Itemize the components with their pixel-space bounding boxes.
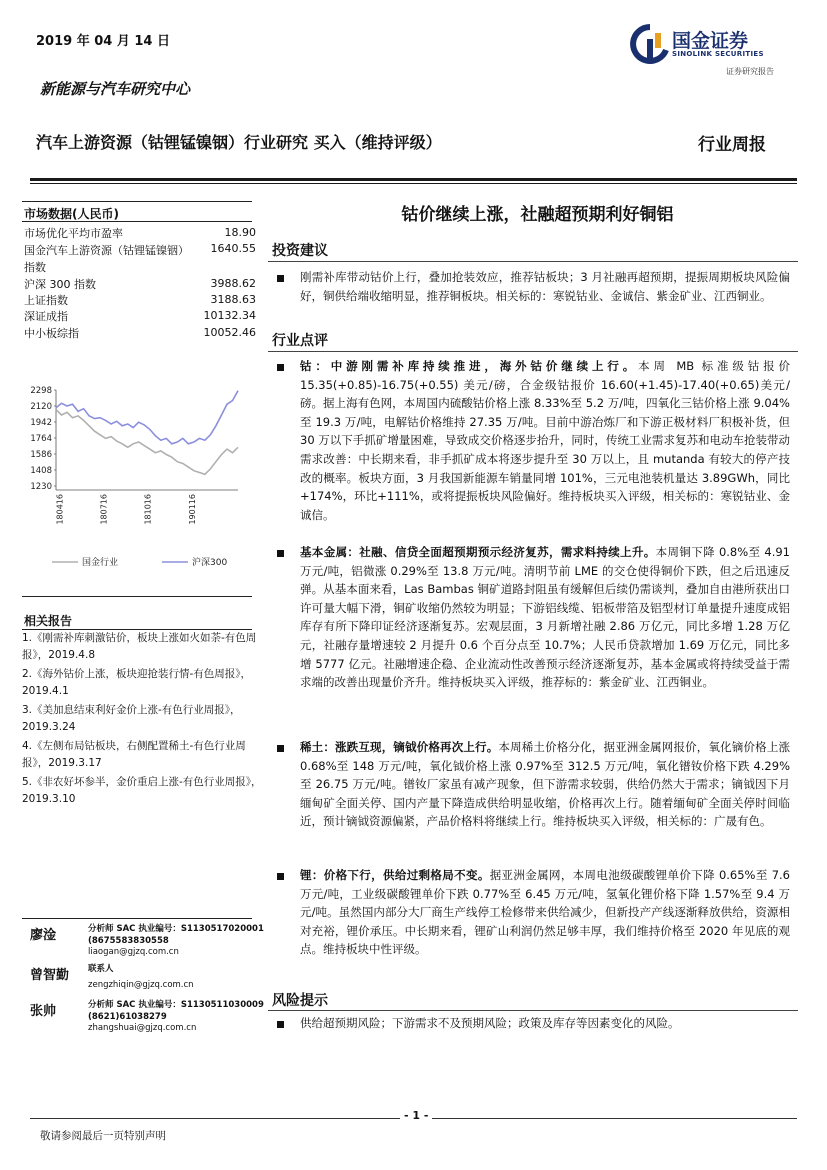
analyst-phone: (8675583830558 <box>88 935 169 946</box>
y-tick-label: 1408 <box>30 466 52 476</box>
market-value: 3988.62 <box>210 277 256 290</box>
bullet-icon <box>277 873 284 880</box>
line-chart <box>22 382 252 572</box>
analyst-role: 联系人 <box>88 964 114 974</box>
cobalt-text: 本周 MB 标准级钴报价 15.35(+0.85)-16.75(+0.55) 美元/磅，合金级钴报价 16.60(+1.45)-17.40(+0.65)美元/磅。据上海有色网，本周国内硫酸钴价格上涨 8.33%至 5.2 万/吨，四氧化三钴价格上涨 9.04%至 19.3 万/吨，电解钴价格维持 27.35 万/吨。目前中游冶炼厂和下游正极材料厂积极补货，但 30 万以下手抓矿增量困难，导致成交价格逐步抬升，同时，传统工业需求复苏和电动车抢装带动需求改善：中长期来看，非手抓矿成本将逐步提升至 30 万以上，且 mutanda 有较大的停产技改的概率。板块方面，3 月我国新能源车销量同增 101%，三元电池装机量达 3.89GWh，同比+174%，环比+111%，或将提振板块风险偏好。维持板块买入评级，相关标的：寒锐钴业、金诚信。 <box>300 359 791 522</box>
market-row <box>24 326 256 342</box>
rare-earth-paragraph <box>300 738 790 831</box>
market-data-title: 市场数据(人民币) <box>24 207 119 221</box>
analyst-card <box>22 1000 292 1040</box>
analyst-info <box>88 924 264 959</box>
section-heading-review: 行业点评 <box>272 333 328 349</box>
base-metal-text: 本周铜下降 0.8%至 4.91 万元/吨，铝微涨 0.29%至 13.8 万元/吨。清明节前 LME 的交仓使得铜价下跌，但之后迅速反弹。从基本面来看，Las Bambas 铜矿道路封阻虽有缓解但后续仍需谈判，叠加自由港所获出口许可量大幅下滑，铜矿收缩仍然较为明显；下游铝线缆、铝板带箔及铝型材订单量提升速度成铝库存有所下降印证经济逐渐复苏。宏观层面，3 月新增社融 2.86 万亿元，同比多增 1.28 万亿元，社融存量增速较 2 月提升 0.6 个百分点至 10.7%；人民币贷款增加 1.69 万亿元，同比多增 5777 亿元。社融增速企稳、企业流动性改善预示经济逐渐复苏，基本金属或将持续受益于需求端的改善出现量价齐升。维持板块买入评级，推荐标的：紫金矿业、江西铜业。 <box>300 545 791 690</box>
analyst-card <box>22 964 292 994</box>
market-row <box>24 293 256 309</box>
base-metal-heading: 基本金属：社融、信贷全面超预期预示经济复苏，需求料持续上升。 <box>300 545 656 559</box>
related-report-link[interactable]: 1.《刚需补库刺激钴价，板块上涨如火如荼-有色周报》，2019.4.8 <box>22 632 257 661</box>
rare-earth-text: 本周稀土价格分化，据亚洲金属网报价，氧化镝价格上涨 0.68%至 148 万元/吨，氧化钺价格上涨 0.97%至 312.5 万元/吨，氧化镨钕价格下跌 4.29%至 26.75 万元/吨。镨钕厂家虽有减产现象，但下游需求较弱，供给仍然大于需求；镝钺因下月缅甸矿全面关停、国内产量下降造成供给明显收缩，价格再次上行。随着缅甸矿全面关停时间临近，预计镝钺资源偏紧，产品价格料将继续上行。维持板块买入评级，相关标的：广晟有色。 <box>300 740 791 829</box>
analyst-email[interactable]: zhangshuai@gjzq.com.cn <box>88 1023 197 1033</box>
section-heading-invest: 投资建议 <box>272 243 328 259</box>
base-metal-paragraph <box>300 543 790 692</box>
analyst-email[interactable]: liaogan@gjzq.com.cn <box>88 947 179 957</box>
analyst-name: 曾智勤 <box>30 968 70 983</box>
legend-label: 国金行业 <box>82 558 119 568</box>
x-tick-label: 190116 <box>187 494 197 525</box>
y-tick-label: 1764 <box>30 434 52 444</box>
x-tick-label: 180716 <box>99 494 109 525</box>
market-row <box>24 309 256 325</box>
index-chart <box>22 382 252 572</box>
related-report-link[interactable]: 4.《左侧布局钴板块，右侧配置稀土-有色行业周报》，2019.3.17 <box>22 740 246 769</box>
related-reports-title: 相关报告 <box>24 614 73 628</box>
analyst-name: 廖淦 <box>30 928 57 943</box>
market-row <box>24 226 256 242</box>
sinolink-logo-icon <box>630 24 670 66</box>
page-number: - 1 - <box>400 1109 432 1122</box>
sidebar-divider <box>22 201 252 202</box>
cobalt-heading: 钴：中游刚需补库持续推进，海外钴价继续上行。 <box>300 359 639 373</box>
analyst-sac: 分析师 SAC 执业编号：S1130517020001 <box>88 924 264 934</box>
invest-paragraph: 刚需补库带动钴价上行，叠加抢装效应，推荐钴板块；3 月社融再超预期，提振周期板块风险偏好，铜供给端收缩明显，推荐铜板块。相关标的：寒锐钴业、金诚信、紫金矿业、江西铜业。 <box>300 270 790 303</box>
section-divider <box>268 261 798 262</box>
disclaimer-note: 敬请参阅最后一页特别声明 <box>40 1130 166 1142</box>
logo <box>630 24 800 84</box>
x-tick-label: 181016 <box>143 494 153 525</box>
report-type: 行业周报 <box>698 135 766 155</box>
analyst-sac: 分析师 SAC 执业编号：S1130511030009 <box>88 1000 264 1010</box>
market-label: 沪深 300 指数 <box>24 278 96 291</box>
analyst-email[interactable]: zengzhiqin@gjzq.com.cn <box>88 979 194 990</box>
sidebar-divider <box>22 221 252 222</box>
series-line <box>56 391 238 444</box>
market-value: 3188.63 <box>210 293 256 306</box>
y-tick-label: 2120 <box>30 402 52 412</box>
sidebar-divider <box>22 596 252 597</box>
market-row <box>24 277 256 293</box>
rare-earth-heading: 稀土：涨跌互现，镝钺价格再次上行。 <box>300 740 499 754</box>
y-tick-label: 1586 <box>30 450 52 460</box>
market-value: 18.90 <box>224 226 256 239</box>
bullet-icon <box>277 275 284 282</box>
cobalt-paragraph <box>300 357 790 524</box>
market-label: 中小板综指 <box>24 327 79 340</box>
series-line <box>56 410 238 475</box>
bullet-icon <box>277 550 284 557</box>
lithium-text: 据亚洲金属网，本周电池级碳酸锂单价下降 0.65%至 7.6 万元/吨，工业级碳酸锂单价下跌 0.77%至 6.45 万元/吨，氢氧化锂价格下降 1.57%至 9.4 万元/吨。虽然国内部分大厂商生产线停工检修带来供给减少，但新投产产线逐渐释放供给，资源相对充裕，锂价承压。中长期来看，锂矿山利润仍然足够丰厚，我们维持价格至 2020 年见底的观点。维持板块中性评级。 <box>300 868 790 957</box>
header-divider-thin <box>30 183 797 184</box>
y-tick-label: 1230 <box>30 482 52 492</box>
market-row <box>24 242 256 274</box>
sidebar-divider <box>22 918 252 919</box>
y-tick-label: 1942 <box>30 418 52 428</box>
market-label: 上证指数 <box>24 294 68 307</box>
report-title: 汽车上游资源（钴锂锰镍铟）行业研究 买入（维持评级） <box>36 133 442 152</box>
risk-paragraph: 供给超预期风险；下游需求不及预期风险；政策及库存等因素变化的风险。 <box>300 1016 680 1030</box>
report-date: 2019 年 04 月 14 日 <box>36 34 170 49</box>
section-heading-risk: 风险提示 <box>272 993 328 1009</box>
related-report-link[interactable]: 5.《非农好坏参半，金价重启上涨-有色行业周报》，2019.3.10 <box>22 776 262 805</box>
analyst-info <box>88 1000 264 1035</box>
market-value: 10132.34 <box>203 309 256 322</box>
analyst-info <box>88 964 194 991</box>
analyst-name: 张帅 <box>30 1004 57 1019</box>
related-report-link[interactable]: 2.《海外钴价上涨，板块迎抢装行情-有色周报》，2019.4.1 <box>22 668 252 697</box>
research-center: 新能源与汽车研究中心 <box>40 80 191 98</box>
legend-label: 沪深300 <box>192 558 228 568</box>
main-headline: 钴价继续上涨，社融超预期利好铜铝 <box>401 205 674 225</box>
analyst-card <box>22 924 292 964</box>
section-divider <box>268 351 798 352</box>
market-label: 国金汽车上游资源（钴锂锰镍铟）指数 <box>24 244 184 274</box>
market-value: 1640.55 <box>210 242 256 255</box>
x-tick-label: 180416 <box>55 494 65 525</box>
logo-english-text: SINOLINK SECURITIES <box>672 50 764 58</box>
y-tick-label: 2298 <box>30 386 52 396</box>
lithium-paragraph <box>300 866 790 959</box>
logo-text: 国金证券 <box>672 30 749 52</box>
bullet-icon <box>277 1021 284 1028</box>
market-label: 市场优化平均市盈率 <box>24 227 123 240</box>
market-value: 10052.46 <box>203 326 256 339</box>
related-report-link[interactable]: 3.《美加息结束利好金价上涨-有色行业周报》，2019.3.24 <box>22 704 241 733</box>
analyst-phone: (8621)61038279 <box>88 1011 167 1022</box>
bullet-icon <box>277 745 284 752</box>
lithium-heading: 锂：价格下行，供给过剩格局不变。 <box>300 868 490 882</box>
header-divider <box>30 178 797 181</box>
bullet-icon <box>277 364 284 371</box>
market-label: 深证成指 <box>24 310 68 323</box>
report-category: 证券研究报告 <box>726 67 774 76</box>
section-divider <box>268 1010 798 1011</box>
